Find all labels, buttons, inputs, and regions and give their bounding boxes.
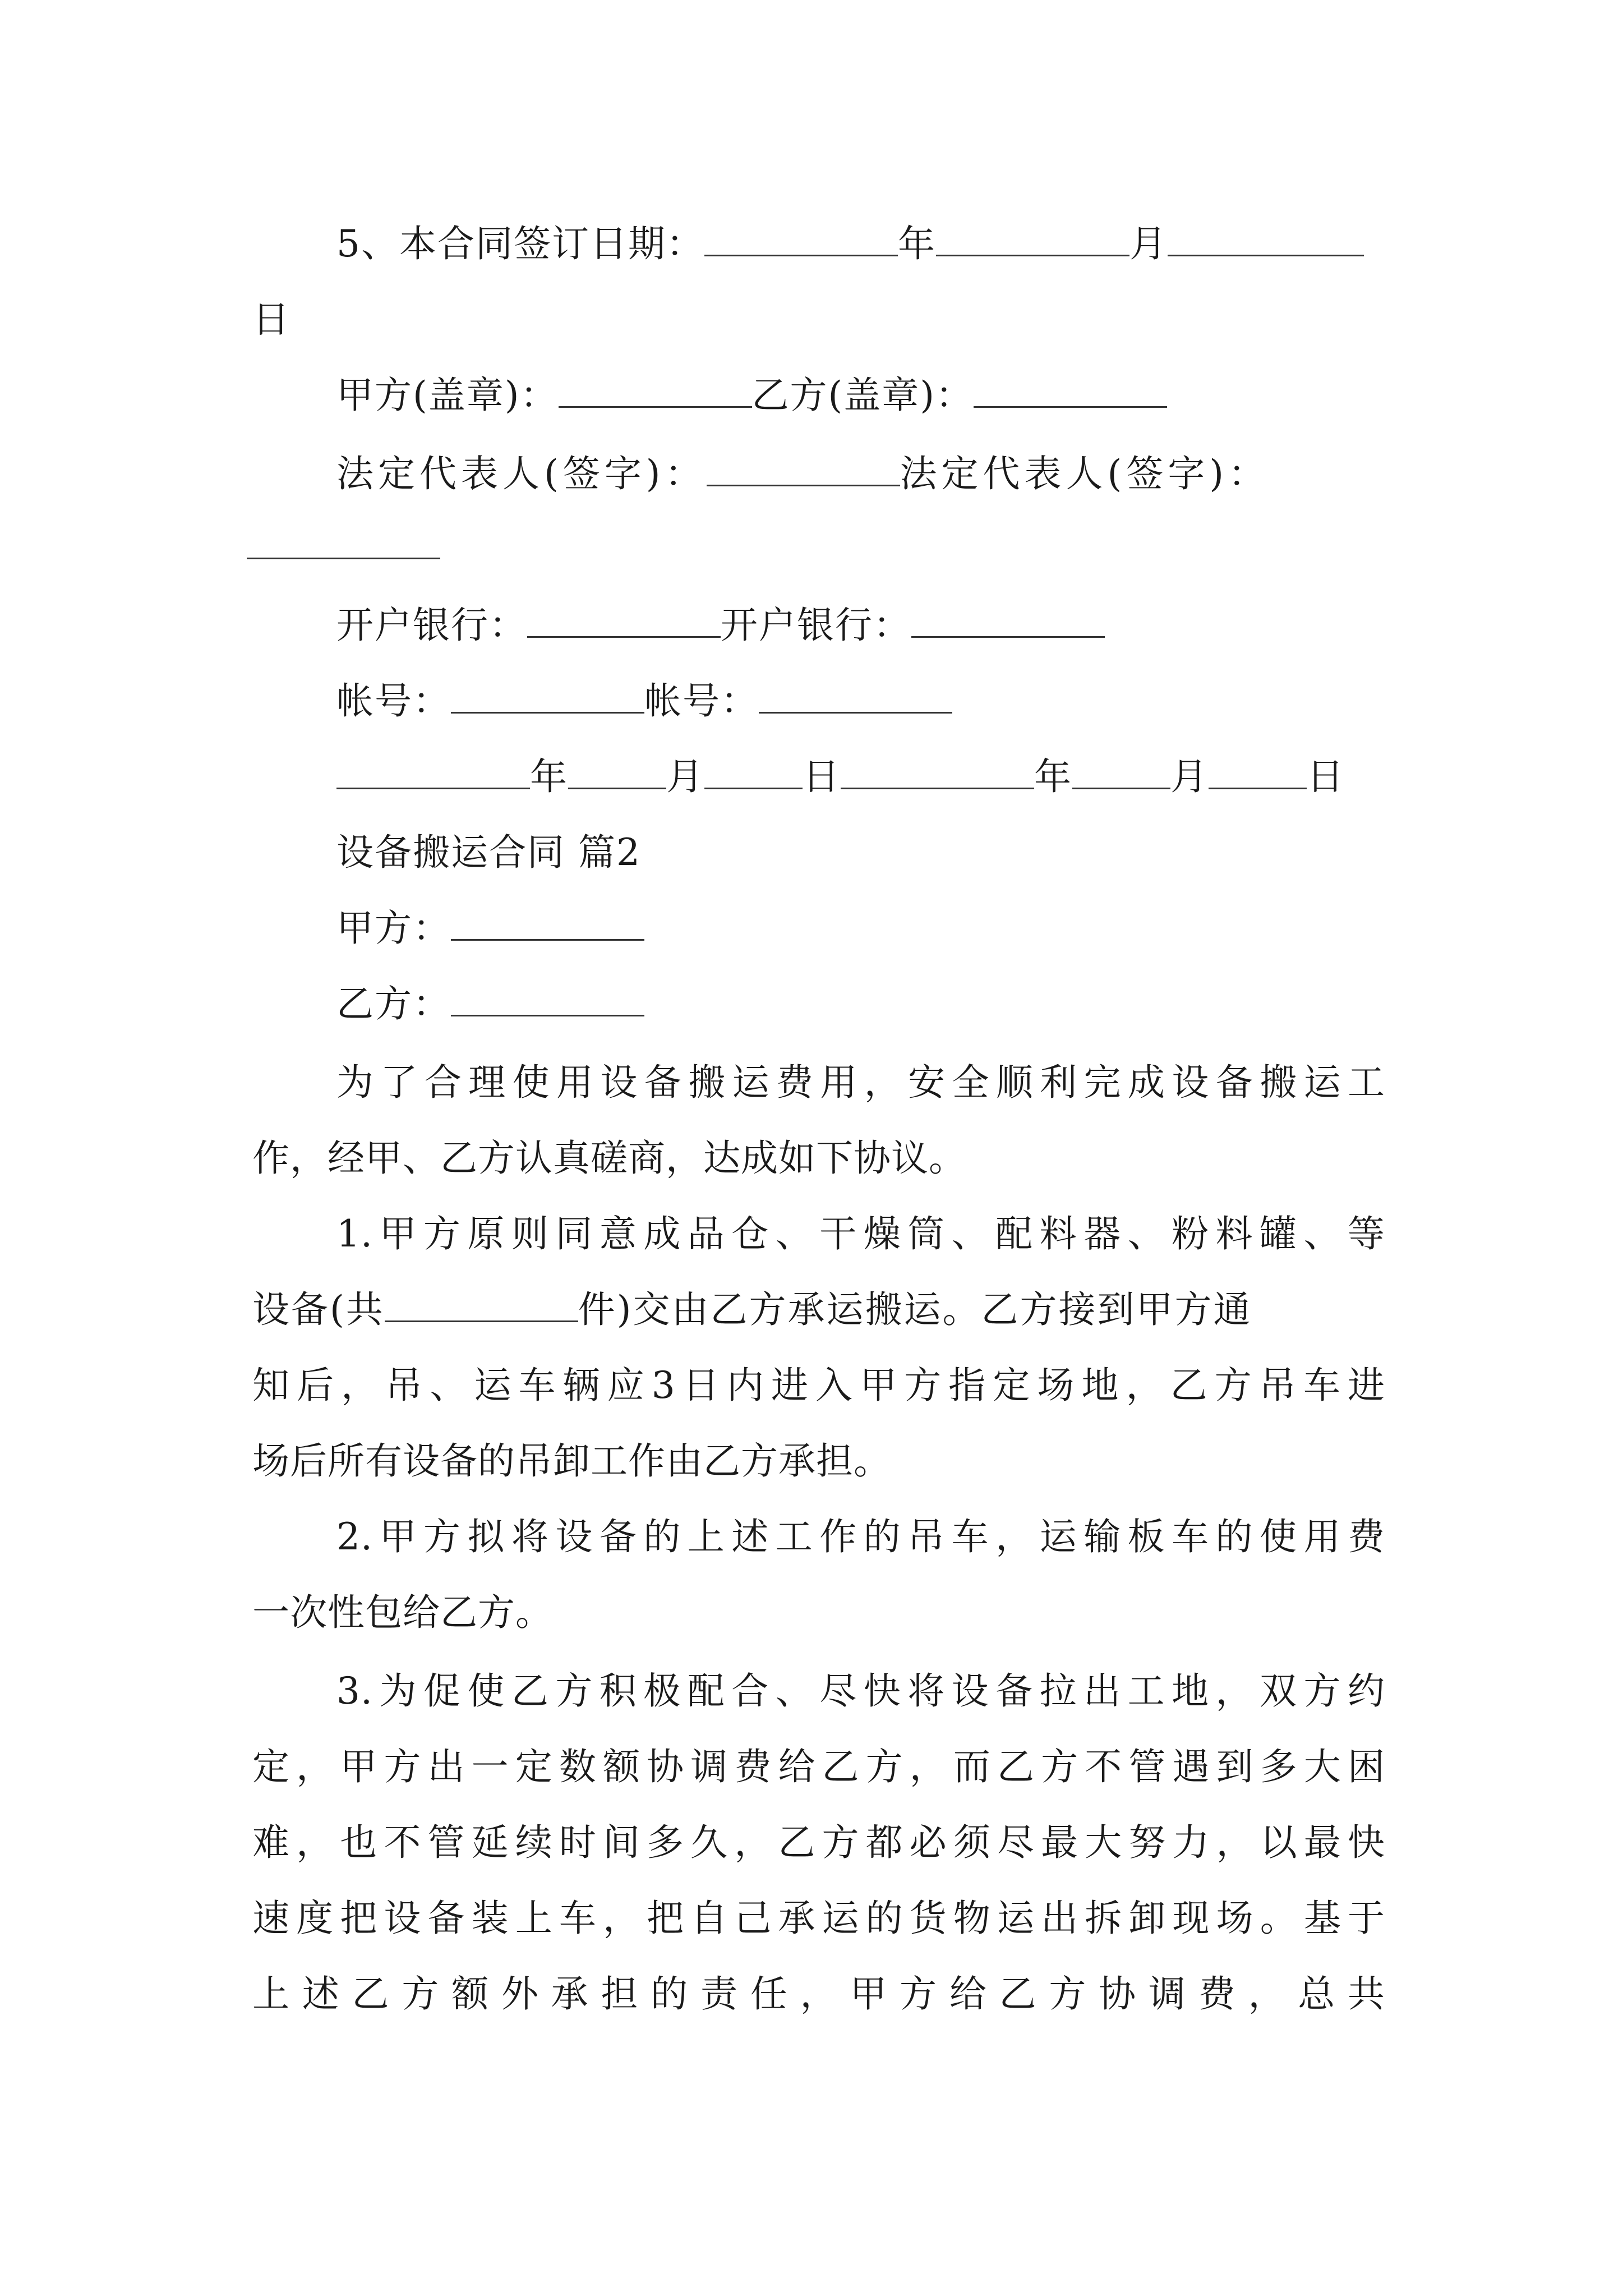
- legal-rep-b-line: [247, 524, 440, 569]
- legal-rep-a-label: 法定代表人(签字)：: [336, 452, 707, 495]
- account-b-blank[interactable]: [759, 679, 952, 714]
- date-a-month-label: 月: [666, 755, 704, 798]
- party-a-seal-blank[interactable]: [559, 374, 752, 408]
- clause3-line-1: 3.为促使乙方积极配合、尽快将设备拉出工地，双方约: [336, 1669, 1385, 1713]
- party-b-seal-blank[interactable]: [974, 374, 1167, 408]
- bank-b-label: 开户银行：: [721, 604, 911, 647]
- date-a-day-label: 日: [803, 755, 841, 798]
- date-b-year-blank[interactable]: [841, 755, 1034, 789]
- date-b-day-label: 日: [1307, 755, 1345, 798]
- bank-line: [336, 603, 1105, 648]
- legal-rep-a-blank[interactable]: [707, 452, 900, 486]
- party-a-label: 甲方：: [336, 907, 451, 950]
- legal-rep-b-blank[interactable]: [247, 525, 440, 559]
- date-b-day-blank[interactable]: [1209, 755, 1307, 789]
- sign-date-line: [336, 222, 1364, 266]
- account-a-label: 帐号：: [336, 679, 451, 723]
- clause1-count-blank[interactable]: [385, 1288, 578, 1322]
- date-a-year-label: 年: [530, 755, 568, 798]
- intro-line-1: 为了合理使用设备搬运费用，安全顺利完成设备搬运工: [336, 1061, 1385, 1104]
- seal-line: [336, 373, 1167, 418]
- sign-month-blank[interactable]: [936, 222, 1129, 256]
- intro-line-2: 作，经甲、乙方认真磋商，达成如下协议。: [252, 1137, 966, 1180]
- legal-rep-line: [336, 452, 1270, 496]
- clause1-line2-post: 件)交由乙方承运搬运。乙方接到甲方通: [578, 1288, 1252, 1331]
- clause2-line-2: 一次性包给乙方。: [252, 1591, 553, 1634]
- clause1-line-2: [252, 1287, 1252, 1332]
- clause3-line-2: 定，甲方出一定数额协调费给乙方，而乙方不管遇到多大困: [252, 1745, 1385, 1788]
- account-a-blank[interactable]: [451, 679, 644, 714]
- bank-a-label: 开户银行：: [336, 604, 527, 647]
- bank-a-blank[interactable]: [527, 604, 721, 638]
- clause3-line-3: 难，也不管延续时间多久，乙方都必须尽最大努力，以最快: [252, 1821, 1385, 1864]
- party-a-seal-label: 甲方(盖章)：: [336, 374, 559, 417]
- sign-date-prefix: 5、本合同签订日期：: [336, 222, 704, 265]
- account-line: [336, 679, 952, 724]
- sign-day-line: [252, 297, 291, 342]
- party-b-blank[interactable]: [451, 982, 644, 1016]
- sign-year-label: 年: [898, 222, 936, 265]
- party-a-line: [336, 906, 644, 951]
- date-b-month-blank[interactable]: [1072, 755, 1170, 789]
- clause1-line2-pre: 设备(共: [252, 1288, 385, 1331]
- account-b-label: 帐号：: [644, 679, 759, 723]
- sign-day-blank[interactable]: [1168, 222, 1364, 256]
- clause3-line-4: 速度把设备装上车，把自己承运的货物运出拆卸现场。基于: [252, 1897, 1385, 1940]
- section-title-text: 设备搬运合同 篇2: [336, 831, 641, 874]
- party-a-blank[interactable]: [451, 907, 644, 941]
- legal-rep-b-label: 法定代表人(签字)：: [900, 452, 1270, 495]
- date-row: [336, 754, 1345, 799]
- date-a-month-blank[interactable]: [568, 755, 666, 789]
- party-b-label: 乙方：: [336, 982, 451, 1025]
- clause2-line-1: 2.甲方拟将设备的上述工作的吊车，运输板车的使用费: [336, 1515, 1385, 1558]
- party-b-line: [336, 982, 644, 1027]
- sign-year-blank[interactable]: [704, 222, 898, 256]
- date-a-day-blank[interactable]: [704, 755, 803, 789]
- clause1-line-4: 场后所有设备的吊卸工作由乙方承担。: [252, 1439, 891, 1483]
- clause1-line-1: 1.甲方原则同意成品仓、干燥筒、配料器、粉料罐、等: [336, 1212, 1385, 1255]
- clause1-line-3: 知后，吊、运车辆应3日内进入甲方指定场地，乙方吊车进: [252, 1364, 1385, 1407]
- bank-b-blank[interactable]: [911, 604, 1105, 638]
- party-b-seal-label: 乙方(盖章)：: [751, 374, 974, 417]
- date-a-year-blank[interactable]: [336, 755, 530, 789]
- sign-day-label: 日: [252, 298, 291, 341]
- sign-month-label: 月: [1129, 222, 1168, 265]
- date-b-month-label: 月: [1170, 755, 1209, 798]
- clause3-line-5: 上述乙方额外承担的责任，甲方给乙方协调费，总共: [252, 1972, 1385, 2016]
- section-title: [336, 830, 641, 875]
- date-b-year-label: 年: [1034, 755, 1072, 798]
